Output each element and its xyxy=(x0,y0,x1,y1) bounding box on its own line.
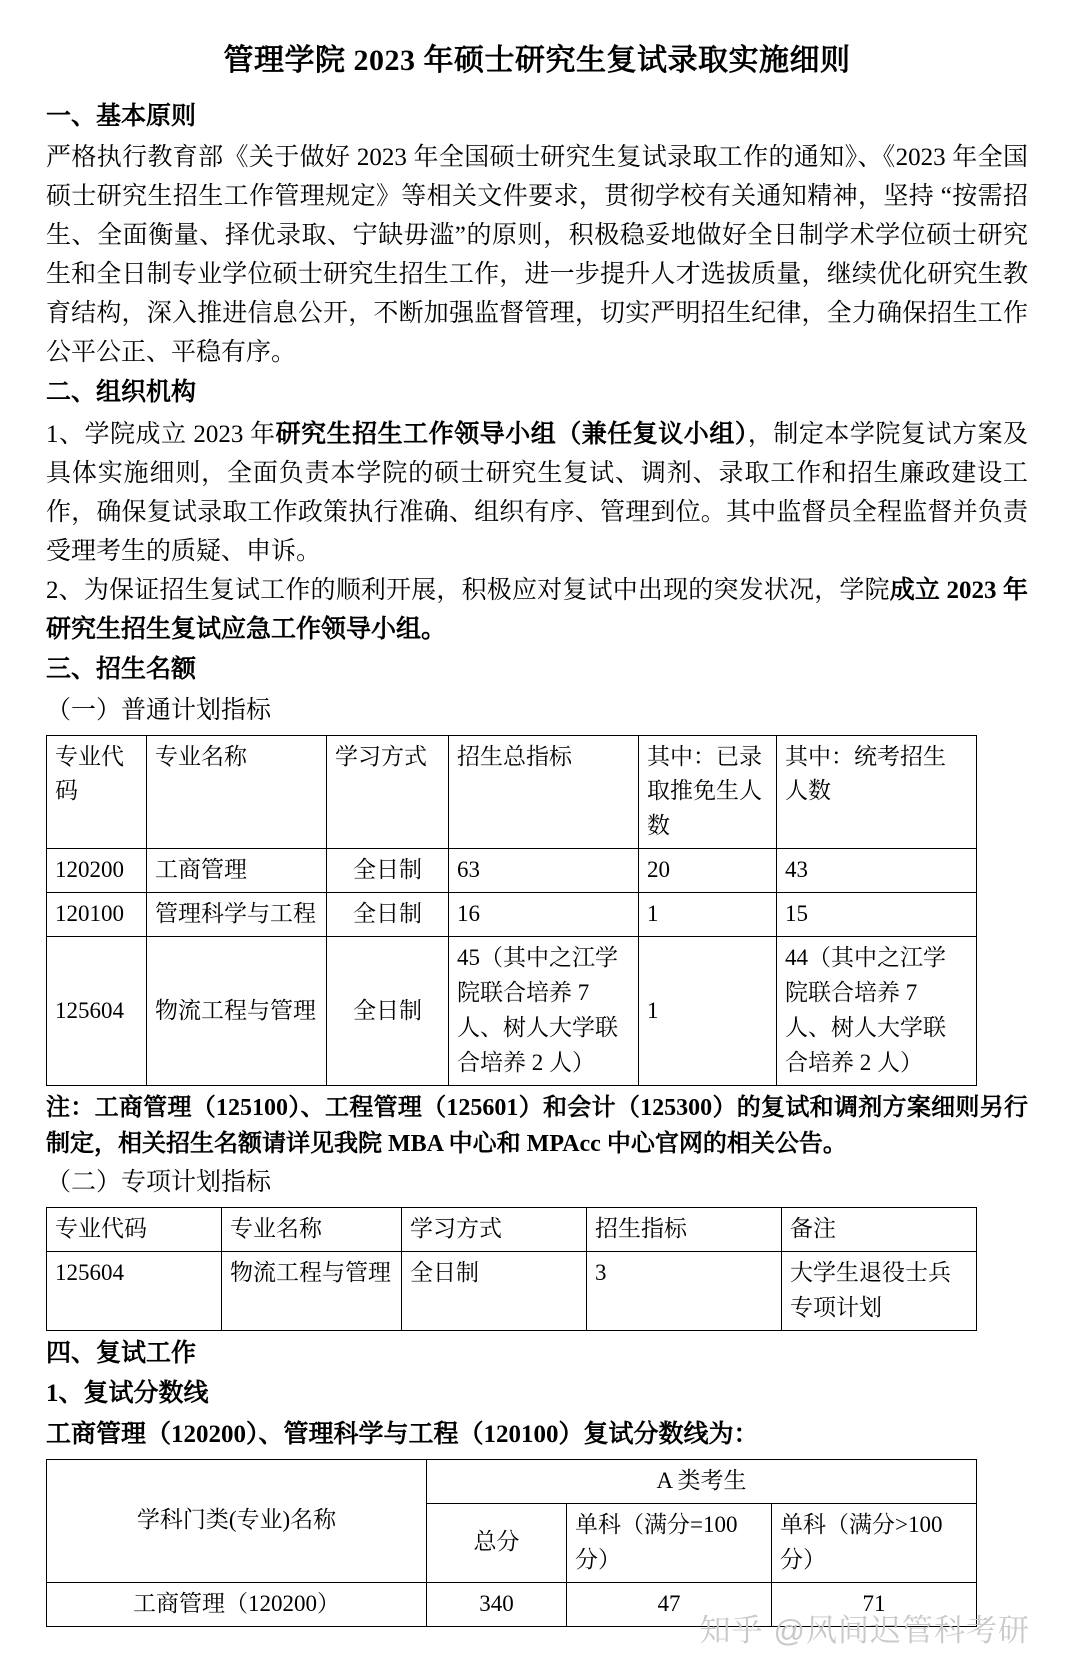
watermark-account: @风间迟管科考研 xyxy=(773,1613,1030,1648)
column-header-discipline: 学科门类(专业)名称 xyxy=(47,1459,427,1582)
general-plan-note: 注：工商管理（125100）、工程管理（125601）和会计（125300）的复试和调剂方案细则另行制定，相关招生名额请详见我院 MBA 中心和 MPAcc 中心官网的相关公告。 xyxy=(46,1095,1028,1158)
cell-code: 120100 xyxy=(47,893,147,937)
cell-quota: 3 xyxy=(587,1251,782,1330)
section-1-paragraph: 严格执行教育部《关于做好 2023 年全国硕士研究生复试录取工作的通知》、《2023 年全国硕士研究生招生工作管理规定》等相关文件要求，贯彻学校有关通知精神，坚持 “按需招生、全面衡量、择优录取、宁缺毋滥”的原则，积极稳妥地做好全日制学术学位硕士研究生和全日制专业学位硕士研究生招生工作，进一步提升人才选拔质量，继续优化研究生教育结构，深入推进信息公开，不断加强监督管理，切实严明招生纪律，全力确保招生工作公平公正、平稳有序。 xyxy=(46,144,1028,367)
column-header-exempt: 其中：已录取推免生人数 xyxy=(639,735,777,849)
column-header-code: 专业代码 xyxy=(47,735,147,849)
subsection-general-plan-label: （一）普通计划指标 xyxy=(46,696,272,724)
section-2-item-2 xyxy=(46,571,1028,649)
column-header-name: 专业名称 xyxy=(147,735,327,849)
column-header-name: 专业名称 xyxy=(222,1207,402,1251)
cell-name: 物流工程与管理 xyxy=(222,1251,402,1330)
page-title: 管理学院 2023 年硕士研究生复试录取实施细则 xyxy=(223,44,851,77)
section-2-item-1-bold: 研究生招生工作领导小组（兼任复议小组） xyxy=(275,421,748,448)
column-header-single-eq100: 单科（满分=100分） xyxy=(567,1503,772,1582)
column-header-single-gt100: 单科（满分>100分） xyxy=(772,1503,977,1582)
cell-name: 物流工程与管理 xyxy=(147,937,327,1086)
cell-total: 45（其中之江学院联合培养 7 人、树人大学联合培养 2 人） xyxy=(449,937,639,1086)
cell-mode: 全日制 xyxy=(327,937,449,1086)
cell-exempt: 1 xyxy=(639,937,777,1086)
cell-total: 16 xyxy=(449,893,639,937)
cell-name: 工商管理 xyxy=(147,849,327,893)
table-row xyxy=(47,1251,977,1330)
cell-discipline: 工商管理（120200） xyxy=(47,1582,427,1626)
cell-single-eq100: 47 xyxy=(567,1582,772,1626)
cell-remark: 大学生退役士兵专项计划 xyxy=(782,1251,977,1330)
cell-mode: 全日制 xyxy=(327,893,449,937)
section-2-item-2-pre: 2、为保证招生复试工作的顺利开展，积极应对复试中出现的突发状况，学院 xyxy=(46,577,890,604)
section-heading-1: 一、基本原则 xyxy=(46,102,197,130)
column-header-candidate-type: A 类考生 xyxy=(427,1459,977,1503)
table-header-row xyxy=(47,1459,977,1503)
column-header-code: 专业代码 xyxy=(47,1207,222,1251)
column-header-quota: 招生指标 xyxy=(587,1207,782,1251)
column-header-unified: 其中：统考招生人数 xyxy=(777,735,977,849)
table-row xyxy=(47,893,977,937)
column-header-mode: 学习方式 xyxy=(402,1207,587,1251)
table-row xyxy=(47,849,977,893)
section-4-item-1-label: 1、复试分数线 xyxy=(46,1380,209,1408)
cell-unified: 43 xyxy=(777,849,977,893)
cell-unified: 15 xyxy=(777,893,977,937)
table-row xyxy=(47,1582,977,1626)
cell-single-gt100: 71 xyxy=(772,1582,977,1626)
section-heading-2: 二、组织机构 xyxy=(46,379,197,407)
cell-mode: 全日制 xyxy=(327,849,449,893)
cell-code: 120200 xyxy=(47,849,147,893)
table-row xyxy=(47,937,977,1086)
score-line-intro: 工商管理（120200）、管理科学与工程（120100）复试分数线为： xyxy=(46,1421,759,1449)
score-line-table xyxy=(46,1459,977,1627)
cell-name: 管理科学与工程 xyxy=(147,893,327,937)
watermark-platform: 知乎 xyxy=(699,1613,764,1648)
column-header-mode: 学习方式 xyxy=(327,735,449,849)
section-heading-3: 三、招生名额 xyxy=(46,656,197,683)
section-2-item-1-pre: 1、学院成立 2023 年 xyxy=(46,421,276,448)
section-2-item-2-bold: 成立 2023 年研究生招生复试应急工作领导小组。 xyxy=(46,577,1028,643)
column-header-remark: 备注 xyxy=(782,1207,977,1251)
table-header-row xyxy=(47,1207,977,1251)
cell-mode: 全日制 xyxy=(402,1251,587,1330)
special-plan-table xyxy=(46,1207,977,1331)
section-2-item-1-post: ，制定本学院复试方案及具体实施细则，全面负责本学院的硕士研究生复试、调剂、录取工作和招生廉政建设工作，确保复试录取工作政策执行准确、组织有序、管理到位。其中监督员全程监督并负责受理考生的质疑、申诉。 xyxy=(46,421,1028,565)
cell-total: 63 xyxy=(449,849,639,893)
table-header-row xyxy=(47,735,977,849)
section-heading-4: 四、复试工作 xyxy=(46,1339,197,1367)
cell-total-score: 340 xyxy=(427,1582,567,1626)
cell-code: 125604 xyxy=(47,1251,222,1330)
cell-unified: 44（其中之江学院联合培养 7 人、树人大学联合培养 2 人） xyxy=(777,937,977,1086)
column-header-total: 招生总指标 xyxy=(449,735,639,849)
cell-code: 125604 xyxy=(47,937,147,1086)
cell-exempt: 1 xyxy=(639,893,777,937)
section-2-item-1 xyxy=(46,415,1028,571)
subsection-special-plan-label: （二）专项计划指标 xyxy=(46,1169,272,1197)
general-plan-table xyxy=(46,735,977,1087)
column-header-total-score: 总分 xyxy=(427,1503,567,1582)
cell-exempt: 20 xyxy=(639,849,777,893)
